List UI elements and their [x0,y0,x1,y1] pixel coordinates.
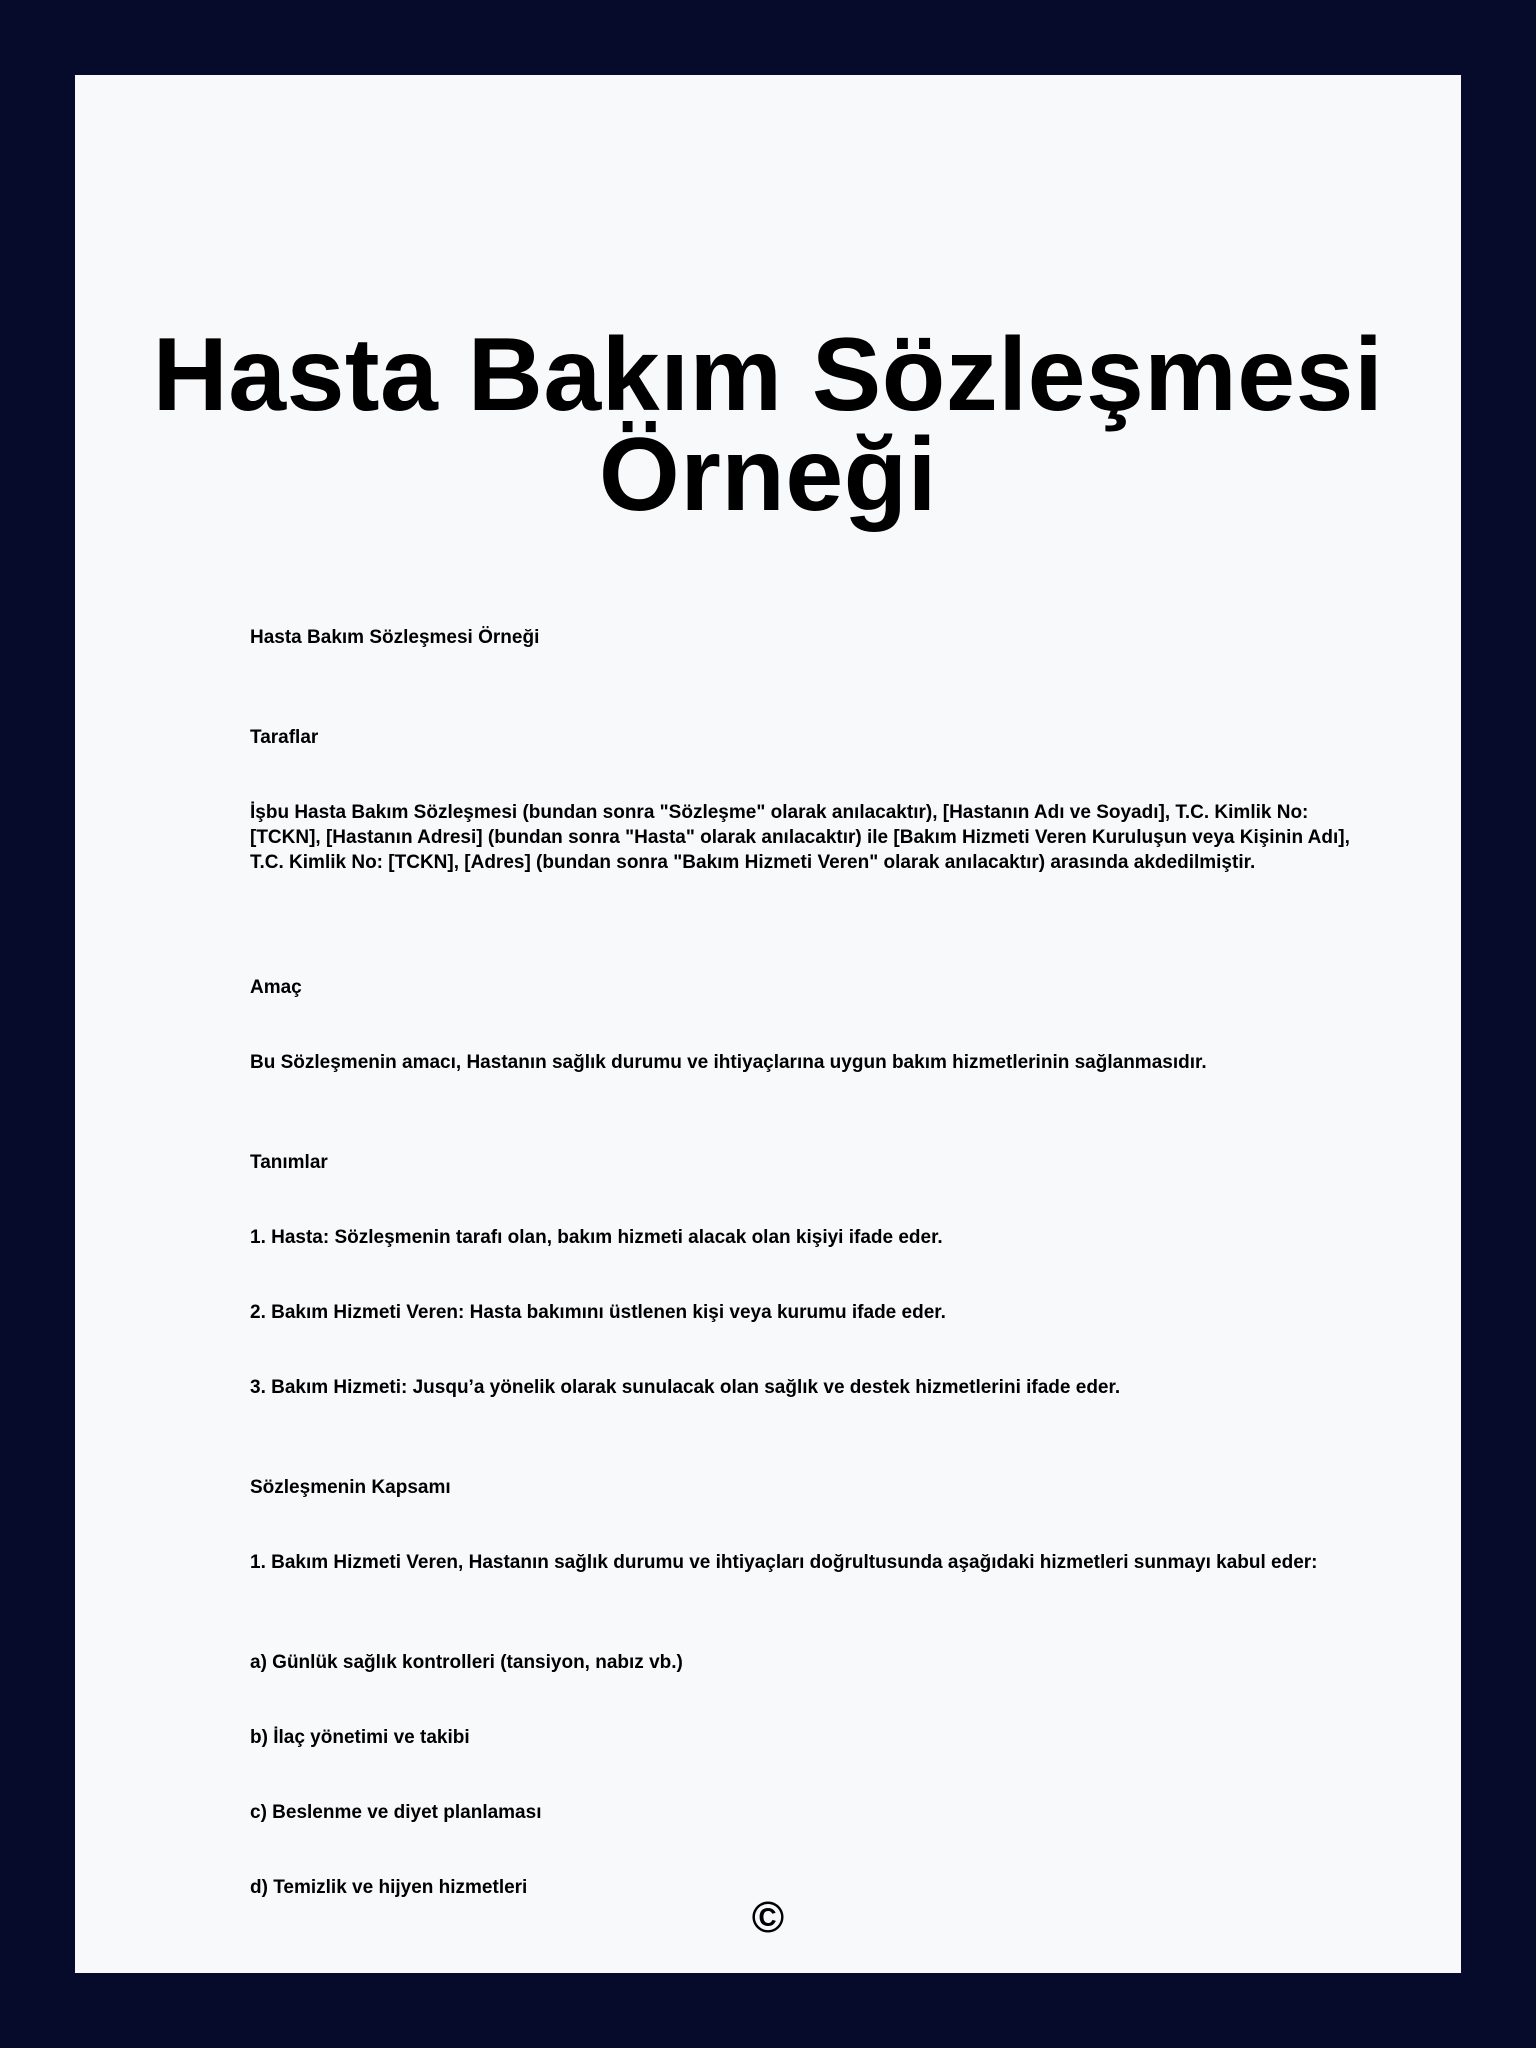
service-list-item: c) Beslenme ve diyet planlaması [250,1802,542,1823]
section-heading-tanimlar: Tanımlar [250,1152,328,1173]
document-page [75,75,1461,1973]
section-heading-amac: Amaç [250,977,302,998]
paragraph-parties: İşbu Hasta Bakım Sözleşmesi (bundan sonra "Sözleşme" olarak anılacaktır), [Hastanın Adı ve Soyadı], T.C. Kimlik No: [TCKN], [Hastanın Adresi] (bundan sonra "Hasta" olarak anılacaktır) ile [Bakım Hizmeti Veren Kuruluşun veya Kişinin Adı], T.C. Kimlik No: [TCKN], [Adres] (bundan sonra "Bakım Hizmeti Veren" olarak anılacaktır) arasında akdedilmiştir. [250,802,1350,873]
definition-item: 1. Hasta: Sözleşmenin tarafı olan, bakım hizmeti alacak olan kişiyi ifade eder. [250,1227,943,1248]
definition-item: 2. Bakım Hizmeti Veren: Hasta bakımını üstlenen kişi veya kurumu ifade eder. [250,1302,946,1323]
doc-heading: Hasta Bakım Sözleşmesi Örneği [250,627,540,648]
service-list-item: b) İlaç yönetimi ve takibi [250,1727,470,1748]
document-title: Hasta Bakım Sözleşmesi Örneği [152,317,1384,533]
section-heading-taraflar: Taraflar [250,727,319,748]
service-list-item: a) Günlük sağlık kontrolleri (tansiyon, nabız vb.) [250,1652,683,1673]
paragraph-scope: 1. Bakım Hizmeti Veren, Hastanın sağlık durumu ve ihtiyaçları doğrultusunda aşağıdaki hizmetleri sunmayı kabul eder: [250,1552,1318,1573]
definition-item: 3. Bakım Hizmeti: Jusqu’a yönelik olarak sunulacak olan sağlık ve destek hizmetlerini ifade eder. [250,1377,1121,1398]
copyright-icon: © [751,1893,785,1942]
section-heading-kapsam: Sözleşmenin Kapsamı [250,1477,451,1498]
paragraph-purpose: Bu Sözleşmenin amacı, Hastanın sağlık durumu ve ihtiyaçlarına uygun bakım hizmetlerinin sağlanmasıdır. [250,1052,1207,1073]
service-list-item: d) Temizlik ve hijyen hizmetleri [250,1877,528,1898]
